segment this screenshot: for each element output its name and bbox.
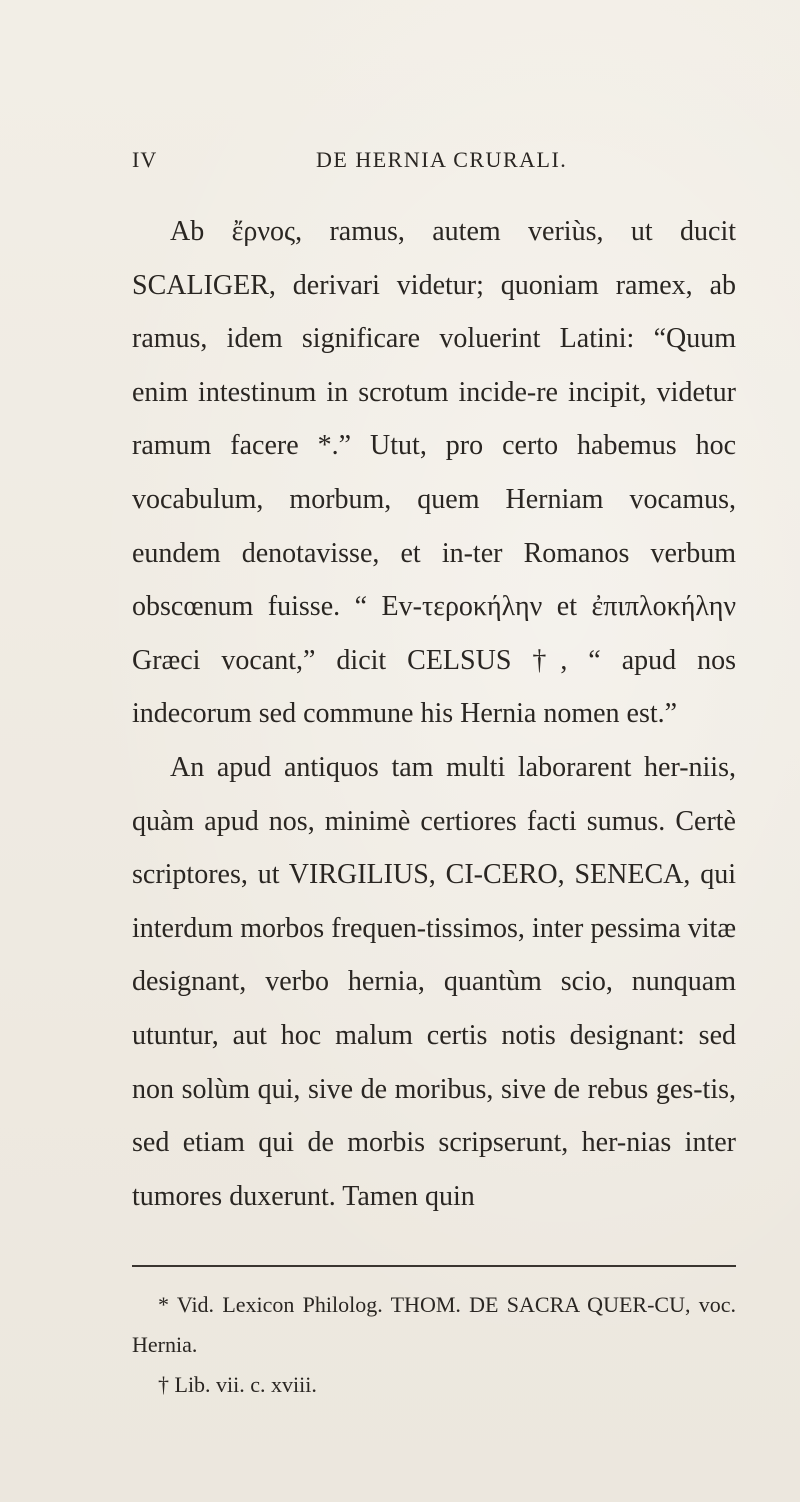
running-head: DE HERNIA CRURALI. [316,147,568,172]
paragraph: An apud antiquos tam multi laborarent her-niis, quàm apud nos, minimè certiores facti sumus. Certè scriptores, ut VIRGILIUS, CI-CERO, SENECA, qui interdum morbos frequen-tissimos, inter pessima vitæ designant, verbo hernia, quantùm scio, nunquam utuntur, aut hoc malum certis notis designant: sed non solùm qui, sive de moribus, sive de rebus ges-tis, sed etiam qui de morbis scripserunt, her-nias inter tumores duxerunt. Tamen quin [132,751,736,1212]
page-number: IV [132,147,158,172]
footnote: * Vid. Lexicon Philolog. THOM. DE SACRA QUER-CU, voc. Hernia. [132,1292,736,1357]
footnote-divider [132,1265,736,1267]
main-text [132,205,736,1223]
footnotes [132,1285,736,1405]
paragraph: Ab ἔρνος, ramus, autem veriùs, ut ducit SCALIGER, derivari videtur; quoniam ramex, ab ramus, idem significare voluerint Latini: “Quum enim intestinum in scrotum incide-re incipit, videtur ramum facere *.” Utut, pro certo habemus hoc vocabulum, morbum, quem Herniam vocamus, eundem denotavisse, et in-ter Romanos verbum obscœnum fuisse. “ Ev-τεροκήλην et ἐπιπλοκήλην Græci vocant,” dicit CELSUS †, “ apud nos indecorum sed commune his Hernia nomen est.” [132,216,736,730]
footnote: † Lib. vii. c. xviii. [158,1372,317,1397]
